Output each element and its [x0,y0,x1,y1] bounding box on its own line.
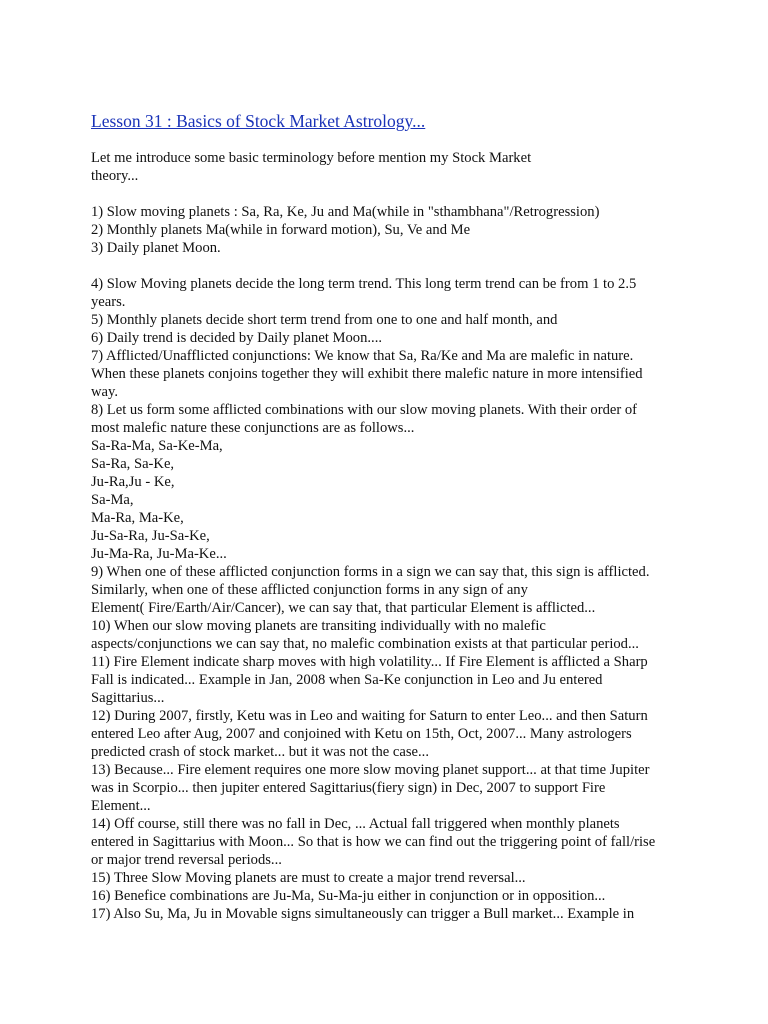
text-line: way. [91,384,119,400]
text-line: Let me introduce some basic terminology before mention my Stock Market [91,150,532,166]
text-line: 17) Also Su, Ma, Ju in Movable signs simultaneously can trigger a Bull market... Example in [91,906,635,922]
text-line: 14) Off course, still there was no fall in Dec, ... Actual fall triggered when monthly planets [91,816,620,832]
text-line: 1) Slow moving planets : Sa, Ra, Ke, Ju and Ma(while in "sthambhana"/Retrogression) [91,204,600,220]
text-line: Sa-Ra, Sa-Ke, [91,456,175,472]
text-line: 16) Benefice combinations are Ju-Ma, Su-Ma-ju either in conjunction or in opposition... [91,888,606,904]
text-line: 6) Daily trend is decided by Daily planet Moon.... [91,330,382,346]
text-line: 4) Slow Moving planets decide the long term trend. This long term trend can be from 1 to 2.5 [91,276,637,292]
text-line: entered in Sagittarius with Moon... So that is how we can find out the triggering point of fall/rise [91,834,656,850]
text-line: years. [91,294,126,310]
text-line: 11) Fire Element indicate sharp moves with high volatility... If Fire Element is afflicted a Sharp [91,654,648,670]
paragraph-gap [91,185,681,203]
text-line: Element( Fire/Earth/Air/Cancer), we can say that, that particular Element is afflicted... [91,600,596,616]
document-body [91,149,681,923]
text-line: Sagittarius... [91,690,165,706]
text-line: 8) Let us form some afflicted combinations with our slow moving planets. With their order of [91,402,638,418]
text-line: Sa-Ra-Ma, Sa-Ke-Ma, [91,438,223,454]
text-line: aspects/conjunctions we can say that, no malefic combination exists at that particular period... [91,636,639,652]
text-line: Fall is indicated... Example in Jan, 2008 when Sa-Ke conjunction in Leo and Ju entered [91,672,603,688]
text-line: predicted crash of stock market... but it was not the case... [91,744,429,760]
text-line: Ju-Sa-Ra, Ju-Sa-Ke, [91,528,210,544]
text-line: 3) Daily planet Moon. [91,240,221,256]
text-line: 15) Three Slow Moving planets are must to create a major trend reversal... [91,870,526,886]
text-line: 12) During 2007, firstly, Ketu was in Leo and waiting for Saturn to enter Leo... and then Saturn [91,708,648,724]
text-line: 9) When one of these afflicted conjunction forms in a sign we can say that, this sign is afflicted. [91,564,650,580]
text-line: was in Scorpio... then jupiter entered Sagittarius(fiery sign) in Dec, 2007 to support Fire [91,780,606,796]
text-line: When these planets conjoins together they will exhibit there malefic nature in more intensified [91,366,643,382]
text-line: 7) Afflicted/Unafflicted conjunctions: We know that Sa, Ra/Ke and Ma are malefic in nature. [91,348,634,364]
text-line: Sa-Ma, [91,492,134,508]
text-line: 5) Monthly planets decide short term trend from one to one and half month, and [91,312,558,328]
text-line: most malefic nature these conjunctions are as follows... [91,420,415,436]
text-line: 13) Because... Fire element requires one more slow moving planet support... at that time Jupiter [91,762,650,778]
paragraph-gap [91,257,681,275]
text-line: Element... [91,798,151,814]
text-line: Ma-Ra, Ma-Ke, [91,510,184,526]
text-line: Ju-Ra,Ju - Ke, [91,474,175,490]
text-line: Similarly, when one of these afflicted conjunction forms in any sign of any [91,582,528,598]
text-line: 10) When our slow moving planets are transiting individually with no malefic [91,618,546,634]
text-line: entered Leo after Aug, 2007 and conjoined with Ketu on 15th, Oct, 2007... Many astrologers [91,726,632,742]
lesson-title-link[interactable]: Lesson 31 : Basics of Stock Market Astrology... [91,111,426,131]
text-line: 2) Monthly planets Ma(while in forward motion), Su, Ve and Me [91,222,471,238]
text-line: Ju-Ma-Ra, Ju-Ma-Ke... [91,546,227,562]
text-line: theory... [91,168,139,184]
text-line: or major trend reversal periods... [91,852,282,868]
